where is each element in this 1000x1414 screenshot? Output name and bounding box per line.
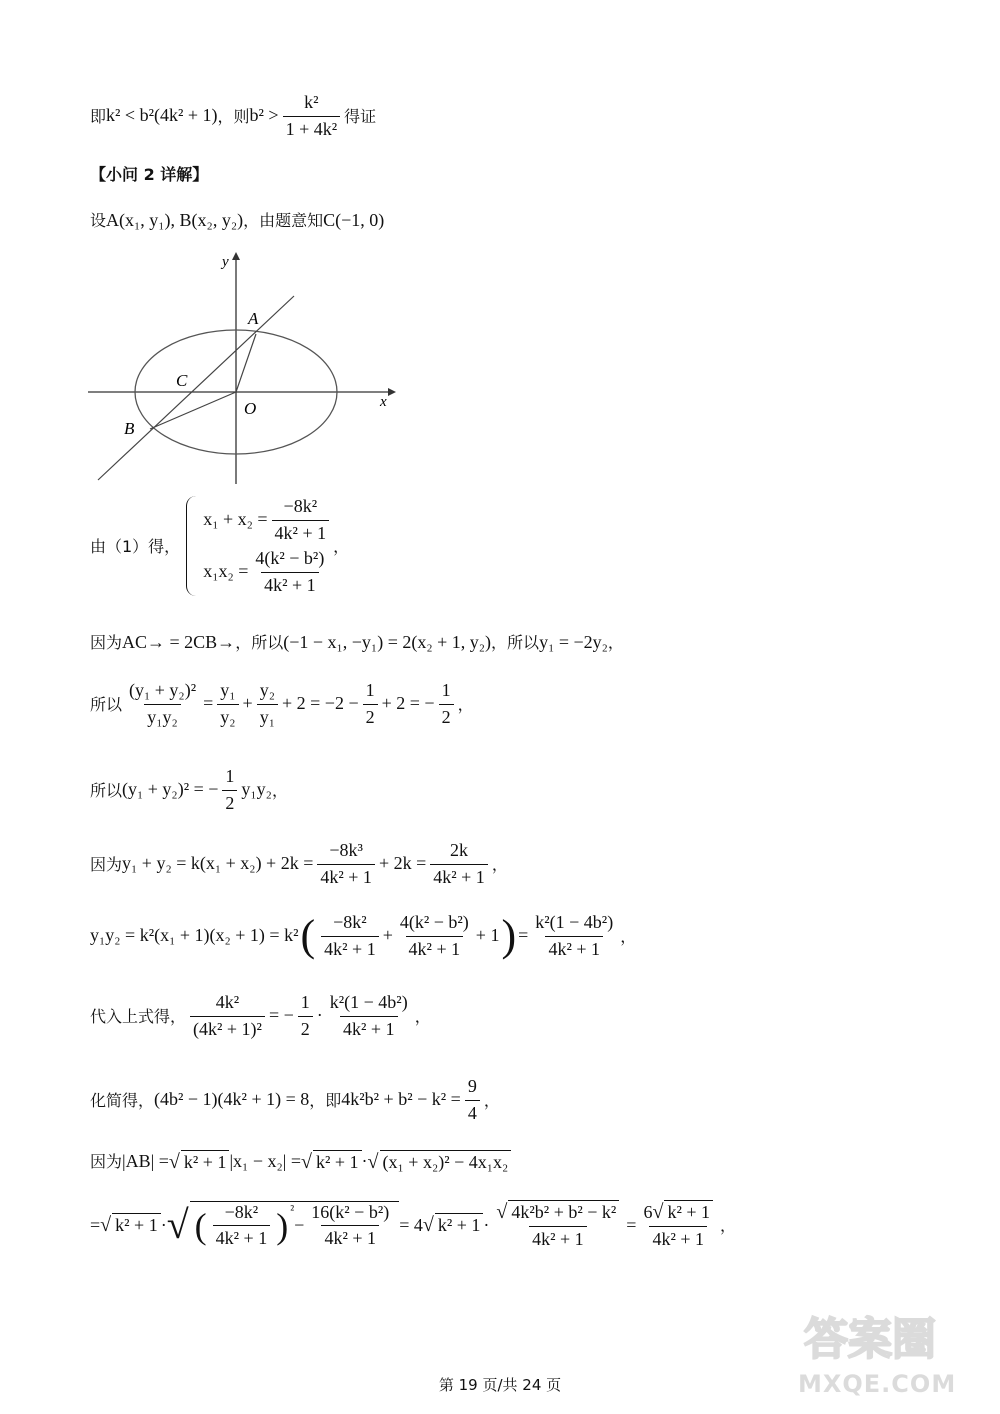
proof-line-7 (90, 840, 940, 888)
sqrt (169, 1150, 230, 1174)
numerator: −8k² (224, 1201, 259, 1222)
proof-line-8 (90, 912, 940, 960)
text: ， (720, 1215, 737, 1235)
label-a: A (248, 309, 259, 328)
denominator: 4k² + 1 (261, 572, 319, 597)
section-heading: 【小问 2 详解】 (90, 165, 209, 184)
math: b² > (249, 105, 279, 126)
watermark-text: MXQE.COM (798, 1370, 957, 1398)
math: = (203, 693, 214, 714)
segment-oa (236, 334, 256, 392)
coefficient: 6 (643, 1202, 653, 1222)
radical-sign: √ (166, 1201, 189, 1247)
brace (186, 496, 197, 596)
proof-line-11 (90, 1150, 940, 1174)
denominator: (4k² + 1)² (190, 1016, 265, 1041)
denominator: 4k² + 1 (545, 936, 603, 961)
math: (4b² − 1)(4k² + 1) = 8 (154, 1089, 310, 1110)
radical-sign: √ (168, 1151, 180, 1173)
radicand: k² + 1 (112, 1213, 161, 1237)
denominator: 4k² + 1 (340, 1016, 398, 1041)
denominator: 4k² + 1 (321, 1225, 379, 1250)
sqrt (652, 1200, 713, 1224)
radicand: k² + 1 (435, 1213, 484, 1237)
math: + 2k = (378, 853, 427, 874)
proof-line-4 (90, 632, 940, 654)
numerator: 4(k² − b²) (255, 548, 325, 569)
numerator: 16(k² − b²) (311, 1201, 390, 1222)
label-x: x (380, 394, 387, 410)
fraction (465, 1076, 480, 1124)
text: 所以 (90, 780, 123, 800)
text: ，则 (217, 106, 250, 126)
right-paren: ) (501, 911, 517, 961)
denominator: y₂ (217, 704, 238, 729)
numerator: 1 (225, 766, 235, 786)
radical-sign: √ (496, 1201, 508, 1223)
sqrt (368, 1150, 512, 1174)
watermark-logo (800, 1306, 980, 1366)
radical-sign: √ (301, 1151, 312, 1173)
denominator: 1 + 4k² (283, 116, 341, 141)
sqrt (100, 1213, 161, 1237)
sqrt (496, 1200, 619, 1224)
fraction (493, 1200, 622, 1251)
text: ，所以 (235, 633, 284, 653)
text: ， (620, 926, 637, 946)
denominator: 2 (222, 790, 237, 815)
numerator: k²(1 − 4b²) (329, 992, 408, 1012)
radicand: k² + 1 (181, 1150, 230, 1174)
denominator: 4k² + 1 (321, 936, 379, 961)
text: 设 (90, 211, 107, 231)
denominator: 4 (465, 1100, 480, 1125)
fraction (532, 912, 616, 960)
denominator: 4k² + 1 (430, 864, 488, 889)
math: (y₁ + y₂)² = − (122, 779, 219, 800)
radicand: k² + 1 (664, 1200, 713, 1224)
system-rows (203, 496, 333, 596)
fraction (308, 1202, 392, 1250)
text: ， (457, 694, 474, 714)
text: ， (414, 1006, 431, 1026)
equation-system (186, 496, 333, 596)
math: y₁y₂ (241, 779, 272, 800)
text: ， (483, 1090, 500, 1110)
radicand: (x₁ + x₂)² − 4x₁x₂ (380, 1150, 512, 1174)
math: = 4 (399, 1214, 423, 1235)
proof-line-1 (90, 92, 940, 140)
text: 所以 (90, 694, 123, 714)
numerator: 4(k² − b²) (399, 912, 469, 932)
math: 4k²b² + b² − k² = (341, 1089, 461, 1110)
left-paren: ( (300, 911, 316, 961)
proof-line-2 (90, 210, 940, 232)
text: 即 (90, 106, 107, 126)
fraction (317, 840, 375, 888)
fraction (126, 680, 199, 728)
denominator: 4k² + 1 (406, 936, 464, 961)
math: |x₁ − x₂| = (229, 1151, 301, 1172)
fraction (222, 766, 237, 814)
y-axis-arrow (232, 252, 240, 260)
radicand: 4k²b² + b² − k² (508, 1200, 619, 1224)
numerator: k² (304, 92, 319, 112)
text: 因为 (90, 633, 123, 653)
lhs: x₁x₂ = (203, 561, 249, 582)
numerator: 2k (450, 840, 469, 860)
fraction (257, 680, 278, 728)
numerator: 1 (365, 680, 375, 700)
sqrt-big (167, 1201, 400, 1250)
numerator: k²(1 − 4b²) (535, 912, 614, 932)
text: ， (491, 854, 508, 874)
numerator: 4k² (215, 992, 240, 1012)
radical-sign: √ (652, 1201, 664, 1223)
fraction (283, 92, 341, 140)
denominator: 4k² + 1 (529, 1226, 587, 1251)
x-axis-arrow (388, 388, 396, 396)
watermark-logo-text: 答案圈 (804, 1314, 936, 1365)
text: ，所以 (491, 633, 540, 653)
proof-line-5 (90, 680, 940, 728)
numerator: −8k³ (329, 840, 363, 860)
numerator: y₂ (259, 680, 275, 700)
sqrt (423, 1213, 484, 1237)
exponent: ² (290, 1201, 295, 1217)
text: ， (271, 780, 288, 800)
proof-line-3 (90, 496, 940, 596)
math: − (294, 1215, 305, 1235)
numerator: 9 (467, 1076, 477, 1096)
text: 化简得， (90, 1090, 155, 1110)
proof-line-6 (90, 766, 940, 814)
text: 代入上式得， (90, 1006, 187, 1026)
line-l (98, 296, 294, 480)
math: = − (268, 1005, 294, 1026)
numerator: (y₁ + y₂)² (129, 680, 197, 700)
fraction (298, 992, 313, 1040)
proof-line-9 (90, 992, 940, 1040)
radicand (190, 1201, 400, 1250)
numerator: y₁ (220, 680, 236, 700)
right-paren: ) (276, 1205, 289, 1246)
math: y₁y₂ = k²(x₁ + 1)(x₂ + 1) = k² (90, 925, 299, 946)
fraction (397, 912, 472, 960)
denominator: y₁y₂ (144, 704, 181, 729)
label-y: y (222, 254, 229, 270)
sqrt (301, 1150, 362, 1174)
denominator: y₁ (257, 704, 278, 729)
segment-ob (150, 392, 236, 429)
numerator: 1 (441, 680, 451, 700)
fraction (217, 680, 238, 728)
math: |AB| = (122, 1151, 169, 1172)
math: C(−1, 0) (323, 210, 385, 230)
label-o: O (244, 399, 257, 418)
math: = (518, 925, 529, 946)
math: A(x₁, y₁), B(x₂, y₂) (106, 210, 244, 230)
fraction (439, 680, 454, 728)
numerator: −8k² (283, 496, 318, 516)
fraction (190, 992, 265, 1040)
radicand: k² + 1 (313, 1150, 362, 1174)
math: · (361, 1151, 368, 1172)
numerator: −8k² (333, 912, 367, 932)
math: = (626, 1214, 637, 1235)
math: · (483, 1214, 490, 1235)
text: ，即 (309, 1090, 342, 1110)
math: + (382, 925, 393, 946)
proof-line-10 (90, 1076, 940, 1124)
math: + (242, 693, 253, 714)
page-footer: 第 19 页/共 24 页 (438, 1376, 562, 1394)
fraction (327, 992, 411, 1040)
denominator: 2 (298, 1016, 313, 1041)
math: y₁ + y₂ = k(x₁ + x₂) + 2k = (122, 853, 314, 874)
denominator: 4k² + 1 (272, 520, 330, 545)
text: 得证 (344, 106, 377, 126)
ellipse-figure (88, 248, 408, 488)
text: ， (333, 536, 350, 556)
math: · (316, 1005, 323, 1026)
system-row-1 (203, 496, 333, 544)
numerator (493, 1200, 622, 1226)
fraction (640, 1200, 716, 1251)
denominator: 2 (439, 704, 454, 729)
radical-sign: √ (367, 1151, 379, 1173)
text: ， (607, 633, 624, 653)
math: + 2 = −2 − (281, 693, 359, 714)
numerator (640, 1200, 716, 1226)
denominator: 4k² + 1 (213, 1225, 271, 1250)
lhs: x₁ + x₂ = (203, 509, 268, 530)
fraction (272, 496, 330, 544)
label-b: B (124, 419, 135, 438)
math: = (90, 1214, 101, 1235)
system-row-2 (203, 548, 333, 596)
radical-sign: √ (100, 1214, 112, 1237)
fraction (321, 912, 379, 960)
text: 因为 (90, 1152, 123, 1172)
left-paren: ( (194, 1205, 207, 1246)
text: 因为 (90, 854, 123, 874)
math: k² < b²(4k² + 1) (106, 105, 218, 126)
radical-sign: √ (422, 1214, 434, 1237)
denominator: 4k² + 1 (317, 864, 375, 889)
label-c: C (176, 371, 188, 390)
math: AC→ = 2CB→ (122, 632, 236, 652)
fraction (213, 1202, 271, 1250)
math: (−1 − x₁, −y₁) = 2(x₂ + 1, y₂) (283, 632, 492, 652)
text: 由（1）得， (90, 536, 181, 556)
math: y₁ = −2y₂ (539, 632, 608, 652)
math: · (160, 1214, 167, 1235)
text: ，由题意知 (243, 211, 324, 231)
fraction (430, 840, 488, 888)
proof-line-12 (90, 1200, 940, 1251)
math: + 1 (475, 925, 500, 946)
fraction (363, 680, 378, 728)
fraction (252, 548, 327, 596)
math: + 2 = − (381, 693, 435, 714)
denominator: 2 (363, 704, 378, 729)
numerator: 1 (300, 992, 310, 1012)
denominator: 4k² + 1 (649, 1226, 707, 1251)
